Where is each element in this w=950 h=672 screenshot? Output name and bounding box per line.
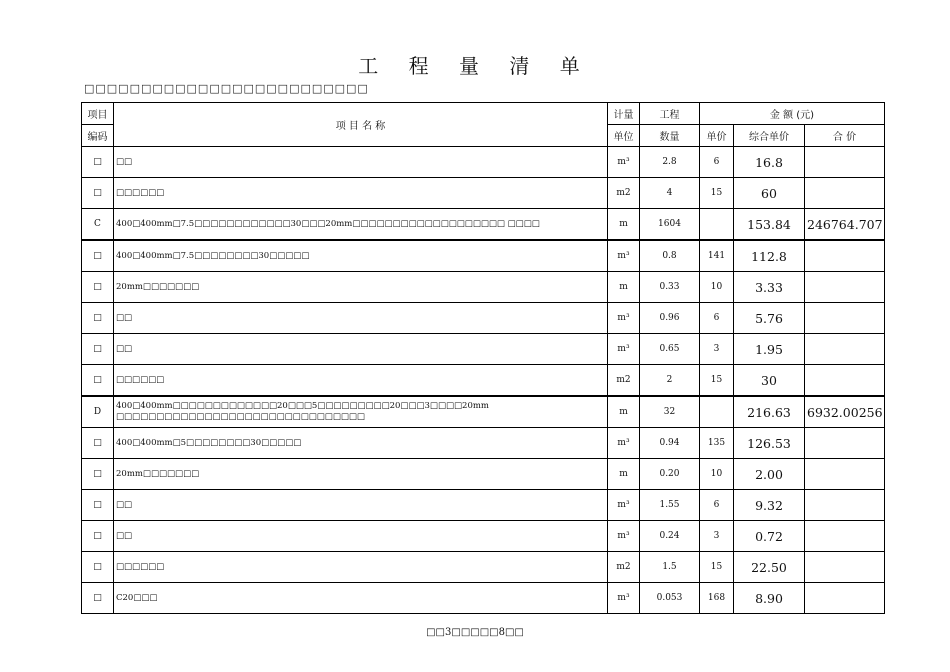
item-unit: m³: [608, 303, 640, 334]
item-total: [805, 521, 885, 552]
item-quantity: 0.94: [640, 428, 700, 459]
item-unit-price: 15: [700, 552, 734, 583]
header-unit: 单位: [608, 125, 640, 147]
item-composite-price: 0.72: [734, 521, 805, 552]
item-unit: m: [608, 209, 640, 241]
item-unit: m³: [608, 334, 640, 365]
item-name: 400□400mm□□□□□□□□□□□□□20□□□5□□□□□□□□□20□□□3□□□□20mm □□□□□□□□□□□□□□□□□□□□□□□□□□□□□□□: [114, 396, 608, 428]
item-total: [805, 583, 885, 614]
item-composite-price: 216.63: [734, 396, 805, 428]
item-total: [805, 490, 885, 521]
item-composite-price: 153.84: [734, 209, 805, 241]
item-quantity: 0.24: [640, 521, 700, 552]
table-row: [82, 552, 885, 583]
item-quantity: 1604: [640, 209, 700, 241]
header-composite-price: 综合单价: [734, 125, 805, 147]
table-row: [82, 334, 885, 365]
item-quantity: 0.8: [640, 240, 700, 272]
item-unit-price: 10: [700, 459, 734, 490]
item-total: [805, 552, 885, 583]
header-measure: 计量: [608, 103, 640, 125]
header-code: 编码: [82, 125, 114, 147]
item-unit-price: 141: [700, 240, 734, 272]
table-row: [82, 209, 885, 241]
item-unit-price: 15: [700, 178, 734, 209]
item-unit-price: 15: [700, 365, 734, 397]
table-row: [82, 178, 885, 209]
item-unit: m2: [608, 365, 640, 397]
page-footer: □□3□□□□□8□□: [426, 627, 524, 638]
item-unit-price: [700, 396, 734, 428]
item-unit: m³: [608, 428, 640, 459]
item-code: □: [82, 583, 114, 614]
item-name: □□□□□□: [114, 552, 608, 583]
item-composite-price: 22.50: [734, 552, 805, 583]
item-quantity: 0.053: [640, 583, 700, 614]
item-unit: m³: [608, 490, 640, 521]
item-composite-price: 112.8: [734, 240, 805, 272]
item-unit-price: [700, 209, 734, 241]
table-row: [82, 459, 885, 490]
item-unit-price: 6: [700, 490, 734, 521]
item-quantity: 0.33: [640, 272, 700, 303]
item-name: □□: [114, 490, 608, 521]
item-unit-price: 168: [700, 583, 734, 614]
item-unit-price: 6: [700, 303, 734, 334]
table-row: [82, 583, 885, 614]
header-project: 工程: [640, 103, 700, 125]
item-total: 6932.00256: [805, 396, 885, 428]
item-name: □□□□□□: [114, 365, 608, 397]
item-code: □: [82, 303, 114, 334]
item-quantity: 32: [640, 396, 700, 428]
table-row: [82, 365, 885, 397]
item-composite-price: 30: [734, 365, 805, 397]
table-body: [82, 147, 885, 614]
item-code: □: [82, 147, 114, 178]
item-code: □: [82, 334, 114, 365]
item-unit: m³: [608, 147, 640, 178]
item-name: □□: [114, 147, 608, 178]
item-total: [805, 334, 885, 365]
project-subtitle: □□□□□□□□□□□□□□□□□□□□□□□□□: [84, 82, 369, 95]
header-amount: 金 额 (元): [700, 103, 885, 125]
item-unit: m³: [608, 240, 640, 272]
item-unit: m: [608, 272, 640, 303]
item-unit: m³: [608, 583, 640, 614]
table-row: [82, 240, 885, 272]
item-code: □: [82, 459, 114, 490]
item-code: □: [82, 365, 114, 397]
item-total: [805, 428, 885, 459]
item-code: □: [82, 178, 114, 209]
item-composite-price: 126.53: [734, 428, 805, 459]
item-code: □: [82, 240, 114, 272]
item-code: □: [82, 490, 114, 521]
table-row: [82, 521, 885, 552]
item-unit: m: [608, 459, 640, 490]
item-total: [805, 178, 885, 209]
item-code: □: [82, 521, 114, 552]
item-code: □: [82, 428, 114, 459]
header-unit-price: 单价: [700, 125, 734, 147]
item-total: [805, 303, 885, 334]
item-quantity: 0.20: [640, 459, 700, 490]
item-unit-price: 3: [700, 334, 734, 365]
table-row: [82, 303, 885, 334]
item-name: □□: [114, 303, 608, 334]
item-composite-price: 8.90: [734, 583, 805, 614]
item-total: [805, 272, 885, 303]
item-composite-price: 3.33: [734, 272, 805, 303]
item-unit-price: 3: [700, 521, 734, 552]
item-code: D: [82, 396, 114, 428]
item-unit-price: 6: [700, 147, 734, 178]
item-name: □□□□□□: [114, 178, 608, 209]
table-row: [82, 490, 885, 521]
table-row: [82, 272, 885, 303]
header-total: 合 价: [805, 125, 885, 147]
item-quantity: 1.5: [640, 552, 700, 583]
item-composite-price: 2.00: [734, 459, 805, 490]
item-quantity: 0.96: [640, 303, 700, 334]
page-title: 工 程 量 清 单: [358, 54, 592, 78]
item-name: □□: [114, 334, 608, 365]
table-row: [82, 147, 885, 178]
item-quantity: 2.8: [640, 147, 700, 178]
item-name: 20mm□□□□□□□: [114, 272, 608, 303]
item-code: □: [82, 272, 114, 303]
table-row: [82, 396, 885, 428]
item-total: [805, 147, 885, 178]
item-unit-price: 10: [700, 272, 734, 303]
item-code: □: [82, 552, 114, 583]
table-row: [82, 428, 885, 459]
item-quantity: 2: [640, 365, 700, 397]
header-name: 项 目 名 称: [114, 103, 608, 147]
item-unit: m³: [608, 521, 640, 552]
item-name: 400□400mm□5□□□□□□□□30□□□□□: [114, 428, 608, 459]
item-quantity: 4: [640, 178, 700, 209]
item-composite-price: 9.32: [734, 490, 805, 521]
item-total: [805, 365, 885, 397]
header-item: 项目: [82, 103, 114, 125]
item-composite-price: 5.76: [734, 303, 805, 334]
item-total: [805, 240, 885, 272]
item-name: □□: [114, 521, 608, 552]
header-quantity: 数量: [640, 125, 700, 147]
item-unit: m2: [608, 552, 640, 583]
item-unit: m: [608, 396, 640, 428]
header-row-1: [82, 103, 885, 125]
item-unit-price: 135: [700, 428, 734, 459]
item-unit: m2: [608, 178, 640, 209]
item-name: 20mm□□□□□□□: [114, 459, 608, 490]
item-code: C: [82, 209, 114, 241]
item-composite-price: 16.8: [734, 147, 805, 178]
item-quantity: 1.55: [640, 490, 700, 521]
bill-of-quantities-table: [81, 102, 885, 614]
item-quantity: 0.65: [640, 334, 700, 365]
item-composite-price: 1.95: [734, 334, 805, 365]
item-name: 400□400mm□7.5□□□□□□□□□□□□30□□□20mm□□□□□□□□□□□□□□□□□□□ □□□□: [114, 209, 608, 241]
item-total: 246764.707: [805, 209, 885, 241]
item-name: C20□□□: [114, 583, 608, 614]
item-name: 400□400mm□7.5□□□□□□□□30□□□□□: [114, 240, 608, 272]
item-composite-price: 60: [734, 178, 805, 209]
item-total: [805, 459, 885, 490]
